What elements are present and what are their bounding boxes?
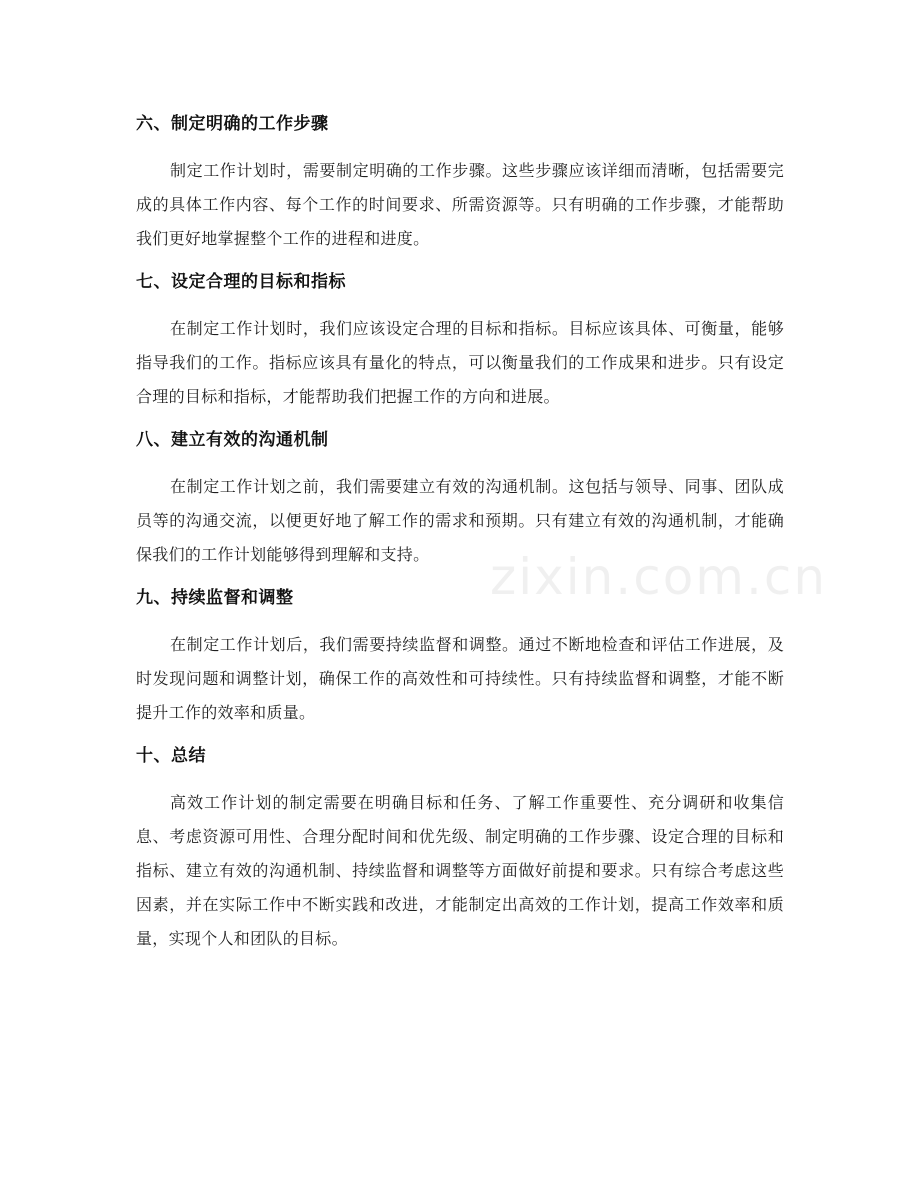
section-paragraph: 在制定工作计划后，我们需要持续监督和调整。通过不断地检查和评估工作进展，及时发现问题和调整计划，确保工作的高效性和可持续性。只有持续监督和调整，才能不断提升工作的效率和质量。 — [136, 635, 784, 722]
section-8 — [136, 428, 784, 572]
section-heading: 八、建立有效的沟通机制 — [136, 430, 329, 450]
section-heading: 六、制定明确的工作步骤 — [136, 114, 329, 134]
watermark: zixin.com.cn — [490, 548, 828, 606]
section-heading: 九、持续监督和调整 — [136, 588, 294, 608]
section-10-summary — [136, 744, 784, 956]
section-heading: 十、总结 — [136, 746, 206, 766]
section-7 — [136, 270, 784, 414]
section-6 — [136, 112, 784, 256]
document-body — [136, 98, 784, 966]
section-paragraph: 高效工作计划的制定需要在明确目标和任务、了解工作重要性、充分调研和收集信息、考虑资源可用性、合理分配时间和优先级、制定明确的工作步骤、设定合理的目标和指标、建立有效的沟通机制、持续监督和调整等方面做好前提和要求。只有综合考虑这些因素，并在实际工作中不断实践和改进，才能制定出高效的工作计划，提高工作效率和质量，实现个人和团队的目标。 — [136, 793, 784, 948]
section-9 — [136, 586, 784, 730]
section-heading: 七、设定合理的目标和指标 — [136, 272, 346, 292]
section-paragraph: 制定工作计划时，需要制定明确的工作步骤。这些步骤应该详细而清晰，包括需要完成的具体工作内容、每个工作的时间要求、所需资源等。只有明确的工作步骤，才能帮助我们更好地掌握整个工作的进程和进度。 — [136, 161, 784, 248]
section-paragraph: 在制定工作计划时，我们应该设定合理的目标和指标。目标应该具体、可衡量，能够指导我们的工作。指标应该具有量化的特点，可以衡量我们的工作成果和进步。只有设定合理的目标和指标，才能帮助我们把握工作的方向和进展。 — [136, 319, 784, 406]
section-paragraph: 在制定工作计划之前，我们需要建立有效的沟通机制。这包括与领导、同事、团队成员等的沟通交流，以便更好地了解工作的需求和预期。只有建立有效的沟通机制，才能确保我们的工作计划能够得到理解和支持。 — [136, 477, 784, 564]
